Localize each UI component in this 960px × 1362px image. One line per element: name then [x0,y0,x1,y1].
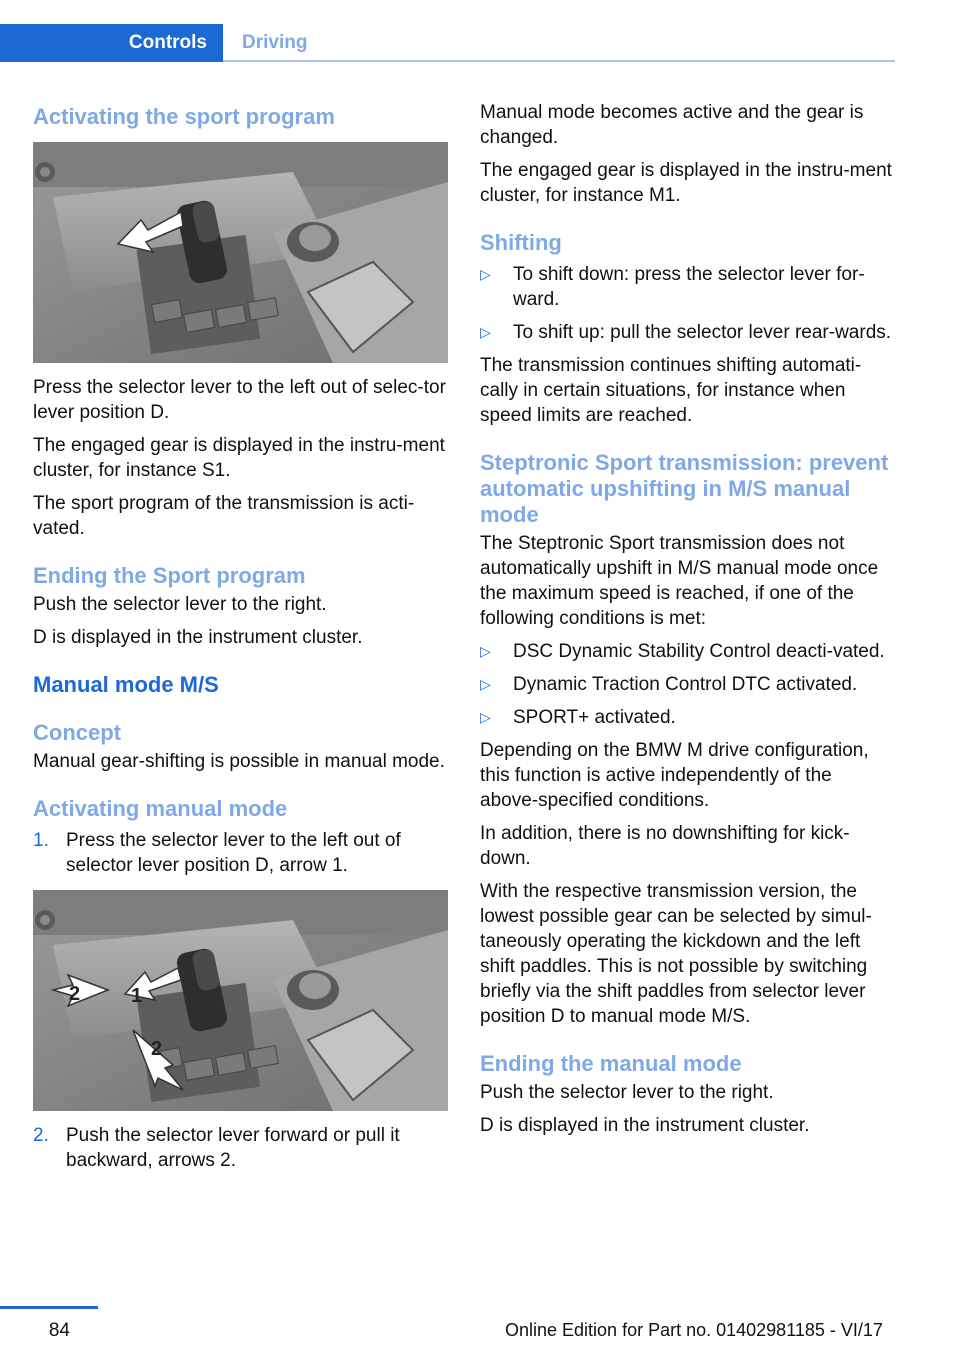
list-item-text: To shift up: pull the selector lever rear‐wards. [513,322,892,343]
tab-driving-label: Driving [242,32,308,53]
tab-driving[interactable] [223,24,307,62]
paragraph: Depending on the BMW M drive configuration, this function is active independently of the above-specified conditions. [480,740,869,811]
heading-shifting: Shifting [480,230,562,255]
figure-selector-lever-sport [33,142,448,363]
heading-concept: Concept [33,720,121,745]
triangle-bullet-icon: ▷ [480,324,491,340]
page-number: 84 [48,1320,70,1341]
heading-ending-manual: Ending the manual mode [480,1051,742,1076]
paragraph: The sport program of the transmission is acti‐vated. [33,493,415,539]
figure-selector-lever-manual [33,890,448,1111]
heading-ending-sport: Ending the Sport program [33,563,306,588]
arrow-label-1: 1 [131,985,143,1007]
heading-activating-manual: Activating manual mode [33,796,288,821]
triangle-bullet-icon: ▷ [480,266,491,282]
paragraph: The engaged gear is displayed in the instru‐ment cluster, for instance M1. [480,160,892,206]
conditions-list [480,639,892,730]
list-item [480,705,892,730]
right-column [480,100,892,1146]
selector-lever-photo-2 [33,890,448,1111]
paragraph: In addition, there is no downshifting for kick‐down. [480,823,850,869]
paragraph: Push the selector lever to the right. [33,594,327,615]
footer-rule [0,1306,98,1309]
step-number: 2. [33,1125,49,1146]
header-tabs [0,24,895,62]
heading-activating-sport: Activating the sport program [33,104,335,129]
paragraph: Manual gear-shifting is possible in manual mode. [33,751,445,772]
paragraph: Press the selector lever to the left out of selec‐tor lever position D. [33,377,446,423]
list-item-text: SPORT+ activated. [513,707,676,728]
list-item [480,262,892,312]
selector-lever-photo-1 [33,142,448,363]
triangle-bullet-icon: ▷ [480,709,491,725]
list-item [33,1123,451,1173]
list-item [480,672,892,697]
triangle-bullet-icon: ▷ [480,676,491,692]
paragraph: D is displayed in the instrument cluster. [480,1115,810,1136]
list-item [480,320,892,345]
tab-controls[interactable] [0,24,223,62]
list-item-text: To shift down: press the selector lever for‐ward. [513,264,865,310]
paragraph: With the respective transmission version, the lowest possible gear can be selected by simul‐taneously operating the kickdown and the left shift paddles. This is not possible by switching briefly via the shift paddles from selector lever position D to manual mode M/S. [480,881,872,1027]
step-text: Push the selector lever forward or pull it backward, arrows 2. [66,1125,400,1171]
left-column [33,100,451,1173]
paragraph: The transmission continues shifting automati‐cally in certain situations, for instance when speed limits are reached. [480,355,862,426]
paragraph: The Steptronic Sport transmission does not automatically upshift in M/S manual mode once the maximum speed is reached, if one of the following conditions is met: [480,533,879,629]
steps-list [33,828,451,878]
heading-steptronic: Steptronic Sport transmission: prevent automatic upshifting in M/S manual mode [480,450,889,527]
shifting-list [480,262,892,345]
paragraph: The engaged gear is displayed in the instru‐ment cluster, for instance S1. [33,435,445,481]
step-text: Press the selector lever to the left out of selector lever position D, arrow 1. [66,830,401,876]
list-item-text: Dynamic Traction Control DTC activated. [513,674,858,695]
list-item [480,639,892,664]
header-rule [223,60,895,62]
steps-list-continued [33,1123,451,1173]
arrow-label-2a: 2 [69,983,81,1005]
list-item-text: DSC Dynamic Stability Control deacti‐vated. [513,641,885,662]
step-number: 1. [33,830,49,851]
list-item [33,828,451,878]
paragraph: Push the selector lever to the right. [480,1082,774,1103]
paragraph: D is displayed in the instrument cluster. [33,627,363,648]
arrow-label-2b: 2 [151,1038,163,1060]
triangle-bullet-icon: ▷ [480,643,491,659]
paragraph: Manual mode becomes active and the gear is changed. [480,102,864,148]
heading-manual-mode: Manual mode M/S [33,672,219,697]
tab-controls-label: Controls [128,32,207,53]
edition-note: Online Edition for Part no. 01402981185 - VI/17 [505,1320,883,1340]
